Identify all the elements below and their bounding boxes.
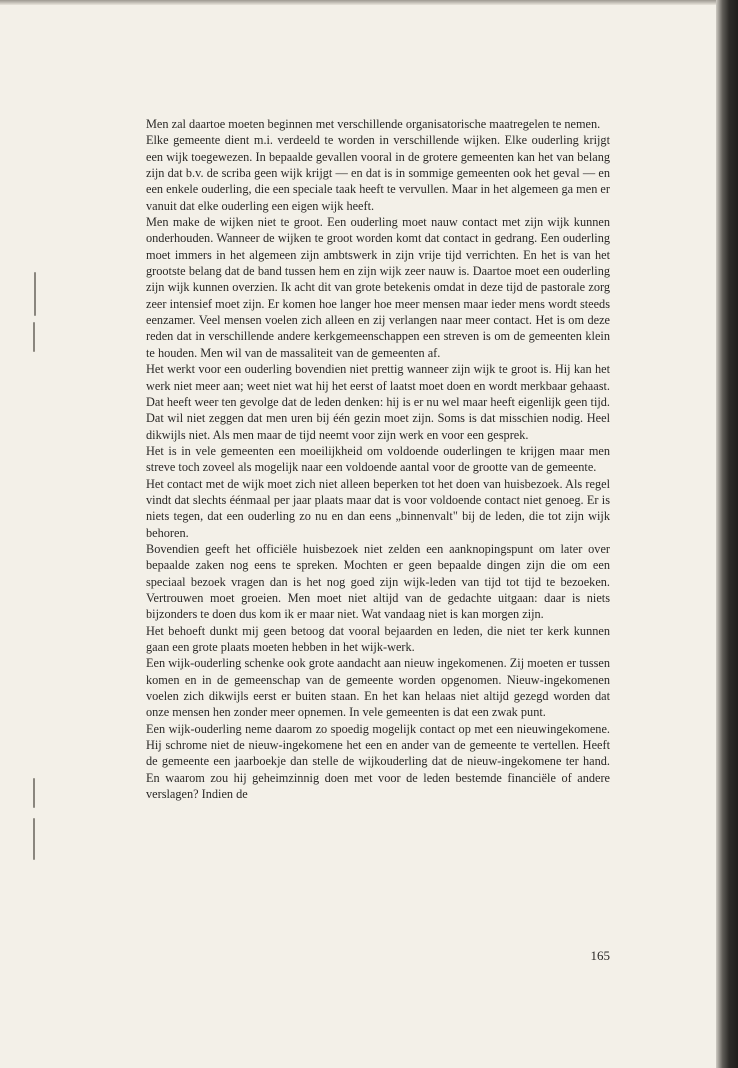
book-spine-shadow <box>716 0 738 1068</box>
paragraph: Het is in vele gemeenten een moeilijkheid om voldoende ouderlingen te krijgen maar men streve toch zoveel als mogelijk naar een voldoende aantal voor de grootte van de gemeente. <box>146 443 610 475</box>
paragraph: Het behoeft dunkt mij geen betoog dat vooral bejaarden en leden, die niet ter kerk kunnen gaan een grote plaats moeten hebben in het wijk-werk. <box>146 623 610 654</box>
body-text <box>146 116 610 802</box>
page-number: 165 <box>590 948 610 963</box>
paragraph: Men make de wijken niet te groot. Een ouderling moet nauw contact met zijn wijk kunnen onderhouden. Wanneer de wijken te groot worden komt dat contact in gedrang. Een ouderling moet immers in het algemeen zijn ambtswerk in zijn vrije tijd verrichten. En het is van het grootste belang dat de band tussen hem en zijn wijk zeer nauw is. Daartoe moet een ouderling zijn wijk kunnen overzien. Ik acht dit van grote betekenis omdat in deze tijd de pastorale zorg zeer intensief moet zijn. Er komen hoe langer hoe meer mensen maar ieder mens wordt steeds eenzamer. Veel mensen voelen zich alleen en zij verlangen naar meer contact. Het is om deze reden dat in verschillende andere kerkgemeenschappen een streven is om de gemeenten klein te houden. Men wil van de massaliteit van de gemeenten af. <box>146 215 610 360</box>
paragraph: Een wijk-ouderling schenke ook grote aandacht aan nieuw ingekomenen. Zij moeten er tussen komen en in de gemeenschap van de gemeente worden opgenomen. Nieuw-ingekomenen voelen zich dikwijls eerst er buiten staan. En het kan helaas niet altijd gezegd worden dat onze mensen hen zonder meer opnemen. In vele gemeenten is dat een zwak punt. <box>146 656 610 720</box>
margin-pencil-mark <box>33 818 35 860</box>
margin-pencil-mark <box>34 272 36 316</box>
paragraph: Elke gemeente dient m.i. verdeeld te worden in verschillende wijken. Elke ouderling krijgt een wijk toegewezen. In bepaalde gevallen vooral in de grotere gemeenten kan het van belang zijn dat b.v. de scriba geen wijk krijgt — en dat is in sommige gemeenten ook het geval — en een enkele ouderling, die een speciale taak heeft te vervullen. Maar in het algemeen ga men er vanuit dat elke ouderling een eigen wijk heeft. <box>146 133 610 213</box>
margin-pencil-mark <box>33 778 35 808</box>
paragraph: Men zal daartoe moeten beginnen met verschillende organisatorische maatregelen te nemen. <box>146 117 601 131</box>
paragraph: Het contact met de wijk moet zich niet alleen beperken tot het doen van huisbezoek. Als regel vindt dat slechts éénmaal per jaar plaats maar dat is voor voldoende contact niet genoeg. Er is niets tegen, dat een ouderling zo nu en dan eens „binnenvalt" bij de leden, die tot zijn wijk behoren. <box>146 476 610 540</box>
margin-pencil-mark <box>33 322 35 352</box>
page-top-edge <box>0 0 738 5</box>
paragraph: Bovendien geeft het officiële huisbezoek niet zelden een aanknopingspunt om later over bepaalde zaken nog eens te spreken. Mochten er geen bepaalde dingen zijn die om een speciaal bezoek vragen dan is het nog goed zijn wijk-leden van tijd tot tijd te bezoeken. Vertrouwen moet groeien. Men moet niet altijd van de gedachte uitgaan: daar is niets bijzonders te doen dus kom ik er maar niet. Wat vandaag niet is kan morgen zijn. <box>146 541 610 622</box>
paragraph: Een wijk-ouderling neme daarom zo spoedig mogelijk contact op met een nieuwingekomene. Hij schrome niet de nieuw-ingekomene het een en ander van de gemeente te vertellen. Heeft de gemeente een jaarboekje dan stelle de wijkouderling dat de nieuw-ingekomene ter hand. En waarom zou hij geheimzinnig doen met voor de leden bestemde financiële of andere verslagen? Indien de <box>146 721 610 802</box>
paragraph: Het werkt voor een ouderling bovendien niet prettig wanneer zijn wijk te groot is. Hij kan het werk niet meer aan; weet niet wat hij het eerst of laatst moet doen en wordt merkbaar gehaast. Dat heeft weer ten gevolge dat de leden denken: hij is er nu wel maar heeft eigenlijk geen tijd. Dat wil niet zeggen dat men uren bij één gezin moet zijn. Soms is dat misschien nodig. Heel dikwijls niet. Als men maar de tijd neemt voor zijn werk en voor een gesprek. <box>146 362 610 442</box>
